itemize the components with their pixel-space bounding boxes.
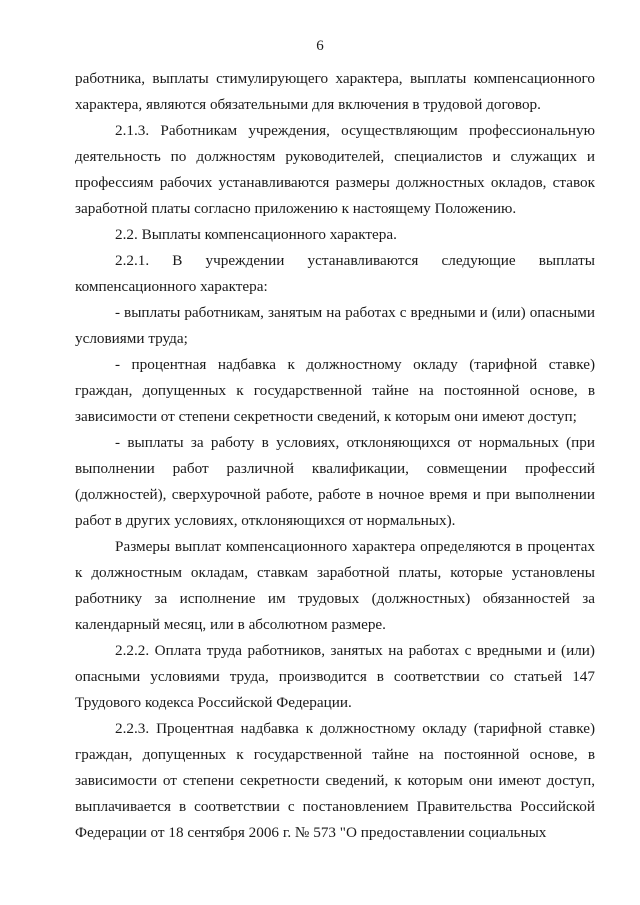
list-item-hazardous-work: - выплаты работникам, занятым на работах с вредными и (или) опасными условиями труда; <box>75 304 595 347</box>
document-body <box>75 66 595 846</box>
paragraph-2-1-3: 2.1.3. Работникам учреждения, осуществляющим профессиональную деятельность по должностям руководителей, специалистов и служащих и профессиям рабочих устанавливаются размеры должностных окладов, ставок заработной платы согласно приложению к настоящему Положению. <box>75 122 595 217</box>
paragraph-continuation: работника, выплаты стимулирующего характера, выплаты компенсационного характера, являются обязательными для включения в трудовой договор. <box>75 70 595 113</box>
paragraph-payment-amounts: Размеры выплат компенсационного характера определяются в процентах к должностным окладам, ставкам заработной платы, которые установлены работнику за исполнение им трудовых (должностных) обязанностей за календарный месяц, или в абсолютном размере. <box>75 538 595 633</box>
paragraph-2-2-1: 2.2.1. В учреждении устанавливаются следующие выплаты компенсационного характера: <box>75 252 595 295</box>
section-heading-2-2: 2.2. Выплаты компенсационного характера. <box>115 226 397 243</box>
page-number: 6 <box>316 38 324 54</box>
paragraph-2-2-2: 2.2.2. Оплата труда работников, занятых на работах с вредными и (или) опасными условиями труда, производится в соответствии со статьей 147 Трудового кодекса Российской Федерации. <box>75 642 595 711</box>
list-item-abnormal-conditions: - выплаты за работу в условиях, отклоняющихся от нормальных (при выполнении работ различной квалификации, совмещении профессий (должностей), сверхурочной работе, работе в ночное время и при выполнении работ в других условиях, отклоняющихся от нормальных). <box>75 434 595 529</box>
list-item-secrecy-allowance: - процентная надбавка к должностному окладу (тарифной ставке) граждан, допущенных к государственной тайне на постоянной основе, в зависимости от степени секретности сведений, к которым они имеют доступ; <box>75 356 595 425</box>
paragraph-2-2-3: 2.2.3. Процентная надбавка к должностному окладу (тарифной ставке) граждан, допущенных к государственной тайне на постоянной основе, в зависимости от степени секретности сведений, к которым они имеют доступ, выплачивается в соответствии с постановлением Правительства Российской Федерации от 18 сентября 2006 г. № 573 "О предоставлении социальных <box>75 720 595 841</box>
